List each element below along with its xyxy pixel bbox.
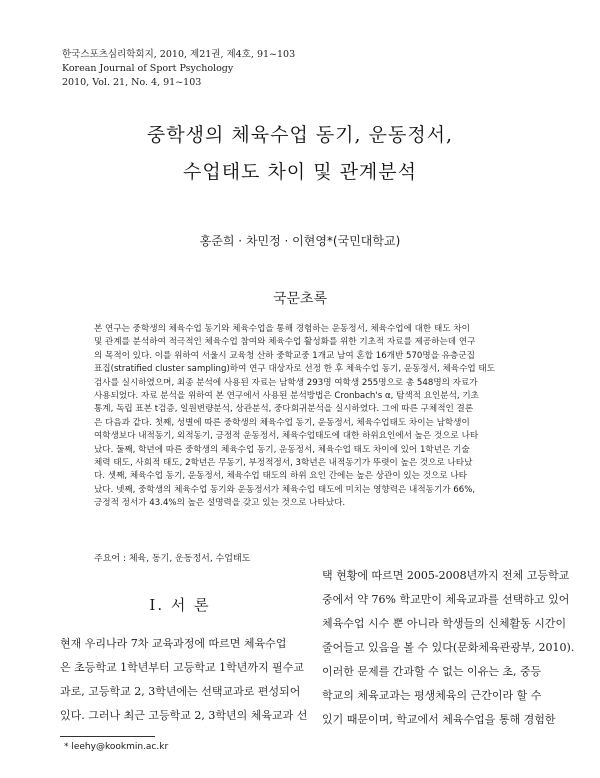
abstract-line: 통계, 독립 표본 t검증, 일원변량분석, 상관분석, 중다회귀분석을 실시하였다. 그에 따른 구체적인 결론: [94, 404, 474, 415]
abstract-line: 은 다음과 같다. 첫째, 성별에 따른 중학생의 체육수업 동기, 운동정서, 체육수업태도 차이는 남학생이: [94, 417, 470, 428]
abstract-line: 의 목적이 있다. 이를 위하여 서울시 교육청 산하 중학교중 1개교 남여 혼합 16개반 570명을 유층군집: [94, 350, 475, 361]
abstract-line: 검사를 실시하였으며, 최종 분석에 사용된 자료는 남학생 293명 여학생 255명으로 총 548명의 자료가: [94, 377, 478, 388]
body-line: 현재 우리나라 7차 교육과정에 따르면 체육수업: [60, 637, 287, 650]
journal-english-name: Korean Journal of Sport Psychology: [62, 63, 234, 74]
body-line: 있다. 그러나 최근 고등학교 2, 3학년의 체육교과 선: [60, 709, 308, 722]
journal-english-citation: 2010, Vol. 21, No. 4, 91~103: [62, 77, 202, 88]
body-column-right: [322, 564, 575, 732]
abstract-heading: 국문초록: [272, 291, 328, 307]
footnote-divider: [60, 736, 155, 737]
abstract-line: 본 연구는 중학생의 체육수업 동기와 체육수업을 통해 경험하는 운동정서, 체육수업에 대한 태도 차이: [94, 324, 470, 334]
abstract-body: [94, 323, 514, 511]
abstract-line: 났다. 넷째, 중학생의 체육수업 동기와 운동정서가 체육수업 태도에 미치는 영향력은 내적동기가 66%,: [94, 484, 476, 495]
body-line: 있기 때문이며, 학교에서 체육수업을 통해 경험한: [322, 713, 556, 726]
body-line: 이러한 문제를 간과할 수 없는 이유는 초, 중등: [322, 665, 542, 678]
body-line: 과로, 고등학교 2, 3학년에는 선택교과로 편성되어: [60, 685, 301, 698]
body-line: 은 초등학교 1학년부터 고등학교 1학년까지 필수교: [60, 661, 304, 674]
paper-title-line-2: 수업태도 차이 및 관계분석: [182, 161, 417, 183]
author-list: 홍준희 · 차민정 · 이현영*(국민대학교): [199, 234, 401, 248]
abstract-line: 표집(stratified cluster sampling)하여 연구 대상자로 선정 한 후 체육수업 동기, 운동정서, 체육수업 태도: [94, 364, 496, 375]
paper-title-line-1: 중학생의 체육수업 동기, 운동정서,: [146, 124, 454, 146]
body-column-left: [60, 632, 308, 728]
body-line: 학교의 체육교과는 평생체육의 근간이라 할 수: [322, 689, 542, 702]
abstract-line: 났다. 둘째, 학년에 따른 중학생의 체육수업 동기, 운동정서, 체육수업 태도 차이에 있어 1학년은 기술: [94, 444, 470, 455]
abstract-line: 및 관계를 분석하여 적극적인 체육수업 참여와 체육수업 활성화를 위한 기초적 자료를 제공하는데 연구: [94, 337, 476, 348]
journal-info: [62, 48, 295, 90]
body-line: 택 현황에 따르면 2005-2008년까지 전체 고등학교: [322, 569, 570, 582]
footnote-email: * leehy@kookmin.ac.kr: [64, 742, 169, 752]
abstract-line: 다. 셋째, 체육수업 동기, 운동정서, 체육수업 태도의 하위 요인 간에는 높은 상관이 있는 것으로 나타: [94, 471, 467, 482]
journal-korean-citation: 한국스포츠심리학회지, 2010, 제21권, 제4호, 91~103: [62, 49, 296, 60]
abstract-line: 긍정적 정서가 43.4%의 높은 설명력을 갖고 있는 것으로 나타났다.: [94, 498, 346, 509]
abstract-line: 여학생보다 내적동기, 외적동기, 긍정적 운동정서, 체육수업태도에 대한 하위요인에서 높은 것으로 나타: [94, 431, 479, 442]
body-line: 줄어들고 있음을 볼 수 있다(문화체육관광부, 2010).: [322, 641, 575, 654]
body-line: 체육수업 시수 뿐 아니라 학생들의 신체활동 시간이: [322, 617, 567, 630]
abstract-line: 체력 태도, 사회적 태도, 2학년은 무동기, 부정적정서, 3학년은 내적동기가 뚜렷이 높은 것으로 나타났: [94, 458, 473, 469]
abstract-line: 사용되었다. 자료 분석을 위하여 본 연구에서 사용된 분석방법은 Cronbach's α, 탐색적 요인분석, 기초: [94, 391, 479, 402]
body-line: 중에서 약 76% 학교만이 체육교과를 선택하고 있어: [322, 593, 570, 606]
keywords: 주요어 : 체육, 동기, 운동정서, 수업태도: [94, 554, 251, 564]
section-title-introduction: Ⅰ. 서 론: [149, 596, 211, 614]
